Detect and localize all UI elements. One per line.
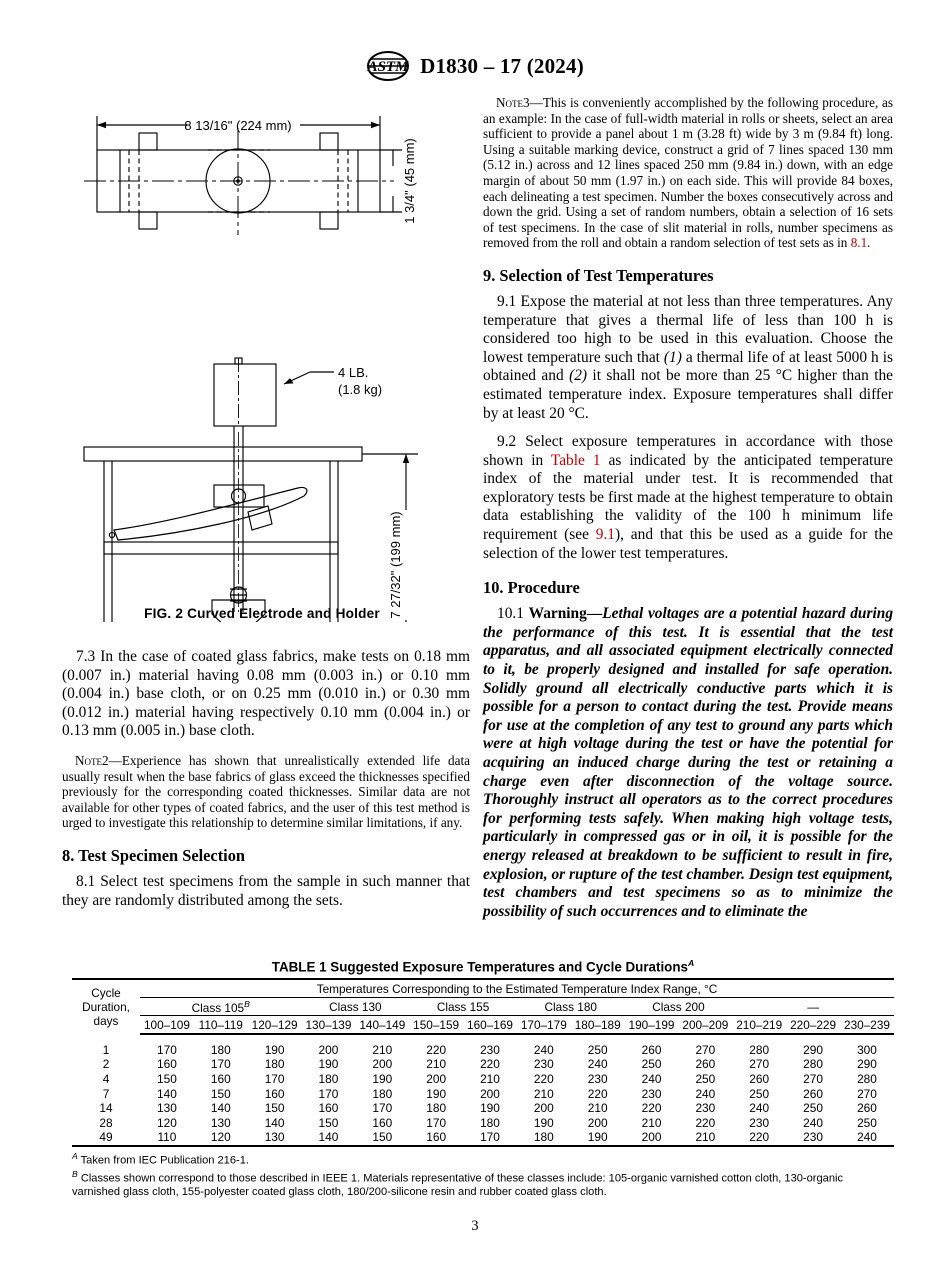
paragraph-9-2-a: 9.2 Select exposure temperatures in accordance with those shown in (483, 433, 893, 469)
temp-cell: 170 (210, 1057, 231, 1072)
temp-cell: 190 (571, 1130, 625, 1146)
footnote-b-text: Classes shown correspond to those described in IEEE 1. Materials representative of these classes include: 105-organic varnished cotton cloth, 130-organic varnished glass cloth, 155-polyester coated glass cloth, 180/200-silicone resin and rubber coated glass cloth. (72, 1172, 844, 1198)
range-header-150-159: 150–159 (409, 1016, 463, 1035)
temp-cell: 220 (587, 1086, 608, 1101)
class-group-105 (140, 998, 302, 1016)
table-row (72, 1072, 894, 1087)
temp-cell: 220 (426, 1042, 447, 1057)
temp-cell: 300 (857, 1042, 877, 1057)
temp-cell: 110 (140, 1130, 194, 1146)
temp-cell: 270 (749, 1057, 770, 1072)
temp-cell: 190 (533, 1115, 554, 1130)
temp-cell: 180 (517, 1130, 571, 1146)
temp-cell: 240 (641, 1071, 662, 1086)
temp-cell: 180 (264, 1057, 285, 1072)
temp-cell: 260 (803, 1086, 823, 1101)
temp-cell: 210 (678, 1130, 732, 1146)
class-group-155: Class 155 (409, 998, 517, 1016)
temp-cell: 230 (533, 1057, 554, 1072)
figure-2-illustration (62, 92, 462, 622)
footnote-a (72, 1150, 894, 1168)
table-title-text: TABLE 1 Suggested Exposure Temperatures and Cycle Durations (271, 959, 688, 975)
paragraph-9-1-c: it shall not be more than 25 °C higher than the estimated temperature index. Exposure temperatures shall differ by at least 20 °C. (483, 367, 893, 422)
temp-cell: 130 (210, 1115, 231, 1130)
paragraph-9-1-b: a thermal life of at least 5000 h is obtained and (483, 348, 893, 385)
range-header-140-149: 140–149 (355, 1016, 409, 1035)
stub-line-2: Duration, (82, 1000, 130, 1015)
temp-cell: 220 (732, 1130, 786, 1146)
range-header-100-109: 100–109 (140, 1016, 194, 1035)
table-row (72, 1086, 894, 1101)
cycle-duration-cell: 49 (72, 1130, 140, 1146)
temp-cell: 200 (480, 1086, 500, 1101)
temp-cell: 210 (587, 1101, 608, 1116)
temp-cell: 160 (264, 1086, 285, 1101)
temp-cell: 160 (210, 1071, 231, 1086)
temp-cell: 210 (426, 1057, 447, 1072)
link-9-1[interactable]: 9.1 (595, 526, 616, 544)
temp-cell: 150 (157, 1071, 177, 1086)
right-text-column (483, 95, 893, 921)
temp-cell: 250 (857, 1115, 877, 1130)
label-weight: 4 LB. (338, 365, 369, 380)
temp-cell: 150 (210, 1086, 231, 1101)
note-2-text: 2—Experience has shown that unrealistically extended life data usually result when the base fabrics of glass exceed the thicknesses specified previously for the corresponding coated thicknesses. Similar data are not available for other types of coated fabrics, and the user of this test method is urged to investigate this relationship to determine similar limitations, if any. (62, 752, 470, 831)
note-2 (62, 753, 470, 831)
paragraph-9-1-a: 9.1 Expose the material at not less than three temperatures. Any temperature that gives a thermal life of less than 100 h is considered too high to be used in this evaluation. Choose the lowest temperature such that (483, 292, 893, 366)
paragraph-7-3: 7.3 In the case of coated glass fabrics, make tests on 0.18 mm (0.007 in.) material having 0.08 mm (0.003 in.) or 0.10 mm (0.004 in.) base cloth, or on 0.25 mm (0.010 in.) or 0.30 mm (0.012 in.) material having respectively 0.10 mm (0.004 in.) or 0.13 mm (0.005 in.) base cloth. (62, 648, 470, 740)
temp-cell: 250 (695, 1071, 716, 1086)
temp-cell: 200 (533, 1101, 554, 1116)
table-header-row-ranges (72, 1016, 894, 1035)
temp-cell: 160 (372, 1115, 393, 1130)
temp-cell: 230 (587, 1071, 608, 1086)
heading-section-8: 8. Test Specimen Selection (62, 845, 246, 865)
table-header-row-classes (72, 998, 894, 1016)
temp-cell: 210 (372, 1042, 393, 1057)
paragraph-8-1: 8.1 Select test specimens from the sample in such manner that they are randomly distributed among the sets. (62, 872, 470, 909)
left-text-column (62, 648, 470, 910)
dimension-bottom-height: 7 27/32" (199 mm) (388, 511, 403, 619)
class-group-none: — (732, 998, 894, 1016)
temp-cell: 200 (318, 1042, 339, 1057)
temp-cell: 250 (641, 1057, 662, 1072)
range-header-200-209: 200–209 (678, 1016, 732, 1035)
range-header-120-129: 120–129 (248, 1016, 302, 1035)
footnote-a-mark: A (72, 1150, 78, 1161)
range-header-180-189: 180–189 (571, 1016, 625, 1035)
temp-cell: 270 (695, 1042, 716, 1057)
temp-cell: 240 (533, 1042, 554, 1057)
temp-cell: 270 (857, 1086, 877, 1101)
temp-cell: 170 (372, 1101, 393, 1116)
range-header-160-169: 160–169 (463, 1016, 517, 1035)
temp-cell: 220 (533, 1071, 554, 1086)
range-header-110-119: 110–119 (194, 1016, 248, 1035)
temp-cell: 170 (463, 1130, 517, 1146)
temp-cell: 240 (803, 1115, 823, 1130)
stub-header-cell (72, 979, 140, 1034)
temp-cell: 170 (426, 1115, 447, 1130)
page-number: 3 (471, 1218, 479, 1234)
heading-section-9: 9. Selection of Test Temperatures (483, 265, 714, 285)
range-header-170-179: 170–179 (517, 1016, 571, 1035)
temp-cell: 280 (749, 1042, 770, 1057)
temp-cell: 250 (587, 1042, 608, 1057)
standard-designation: D1830 – 17 (2024) (420, 53, 584, 78)
table-1-block (72, 958, 894, 1199)
cycle-duration-cell: 1 (102, 1042, 110, 1057)
temp-cell: 150 (318, 1115, 339, 1130)
temp-cell: 170 (318, 1086, 339, 1101)
paragraph-9-2-b: as indicated by the anticipated temperature index of the material under test. It is recommended that exploratory tests be first made at the highest temperature to obtain data establishing the validity of the 100 h minimum life requirement (see (483, 451, 893, 544)
footnote-a-text: Taken from IEC Publication 216-1. (77, 1154, 249, 1167)
class-group-105-label: Class 105 (191, 1000, 245, 1015)
table-row (72, 1034, 894, 1042)
stub-line-3: days (93, 1014, 119, 1029)
temp-cell: 210 (480, 1071, 500, 1086)
temp-cell: 210 (641, 1115, 662, 1130)
temp-cell: 150 (355, 1130, 409, 1146)
temp-cell: 190 (372, 1071, 393, 1086)
temp-cell: 240 (749, 1101, 770, 1116)
cycle-duration-cell: 7 (102, 1086, 110, 1101)
paragraph-9-1 (483, 293, 893, 423)
table-row (72, 1130, 894, 1146)
astm-logo (366, 50, 410, 82)
temp-cell: 140 (157, 1086, 177, 1101)
temp-cell: 170 (157, 1042, 177, 1057)
note-2-label: Note (75, 752, 103, 768)
temp-cell: 240 (587, 1057, 608, 1072)
temp-cell: 220 (695, 1115, 716, 1130)
label-weight-metric: (1.8 kg) (338, 382, 383, 397)
table-row (72, 1115, 894, 1130)
footnote-b (72, 1168, 894, 1200)
table-title (72, 958, 894, 974)
temp-cell: 180 (210, 1042, 231, 1057)
paragraph-9-1-item-2: (2) (569, 367, 588, 385)
table-row (72, 1057, 894, 1072)
temp-cell: 130 (157, 1101, 177, 1116)
temp-cell: 140 (264, 1115, 285, 1130)
cycle-duration-cell: 2 (102, 1057, 110, 1072)
note-3-text-a: 3—This is conveniently accomplished by the following procedure, as an example: In the case of full-width material in rolls or sheets, select an area sufficient to provide a panel about 1 m (3.28 ft) wide by 3 m (9.84 ft) long. Using a suitable marking device, construct a grid of 7 lines spaced 130 mm (5.12 in.) across and 12 lines spaced 250 mm (9.84 in.) down, with an edge margin of about 50 mm (1.97 in.) on each side. This will provide 84 boxes, each delineating a test specimen. Number the boxes consecutively across and down the grid. Using a set of random numbers, obtain a selection of 16 sets of test specimens. In the case of slit material in rolls, number specimens as removed from the roll and obtain a random selection of test sets as in (483, 95, 893, 251)
cycle-duration-cell: 28 (99, 1115, 113, 1130)
paragraph-9-2 (483, 433, 893, 563)
class-group-130: Class 130 (302, 998, 410, 1016)
temp-cell: 190 (480, 1101, 500, 1116)
temp-cell: 200 (372, 1057, 393, 1072)
temp-cell: 170 (264, 1071, 285, 1086)
temp-cell: 280 (803, 1057, 823, 1072)
range-header-230-239: 230–239 (840, 1016, 894, 1035)
temp-cell: 180 (426, 1101, 447, 1116)
temp-cell: 220 (641, 1101, 662, 1116)
class-group-105-footnote-mark: B (244, 999, 250, 1009)
paragraph-10-1-number: 10.1 (497, 605, 529, 623)
temp-cell: 220 (480, 1057, 500, 1072)
temp-cell: 190 (264, 1042, 285, 1057)
temp-cell: 160 (409, 1130, 463, 1146)
note-3-text-b: . (867, 235, 871, 251)
temp-cell: 290 (857, 1057, 877, 1072)
temp-cell: 200 (625, 1130, 679, 1146)
temp-cell: 180 (480, 1115, 500, 1130)
note-3-label: Note (496, 95, 524, 110)
temp-cell: 190 (318, 1057, 339, 1072)
table-row (72, 1042, 894, 1057)
note-3 (483, 95, 893, 251)
temp-cell: 240 (840, 1130, 894, 1146)
temp-cell: 120 (157, 1115, 177, 1130)
temp-cell: 260 (749, 1071, 770, 1086)
dimension-top-width: 8 13/16" (224 mm) (184, 118, 292, 133)
temp-cell: 190 (426, 1086, 447, 1101)
footnote-b-mark: B (72, 1168, 78, 1179)
temp-cell: 160 (318, 1101, 339, 1116)
temp-cell: 180 (318, 1071, 339, 1086)
heading-section-10: 10. Procedure (483, 578, 580, 598)
class-group-200: Class 200 (625, 998, 733, 1016)
paragraph-9-1-item-1: (1) (663, 348, 682, 366)
figure-caption: FIG. 2 Curved Electrode and Holder (144, 606, 380, 621)
paragraph-10-1 (483, 605, 893, 921)
temp-cell: 280 (857, 1071, 877, 1086)
suggested-exposure-temperatures-table (72, 978, 894, 1146)
temp-cell: 250 (749, 1086, 770, 1101)
table-header-row-span (72, 979, 894, 998)
cycle-duration-cell: 4 (102, 1071, 110, 1086)
range-header-130-139: 130–139 (302, 1016, 356, 1035)
temperature-range-span-header: Temperatures Corresponding to the Estimated Temperature Index Range, °C (140, 979, 894, 998)
svg-text:ASTM: ASTM (367, 59, 409, 75)
temp-cell: 240 (695, 1086, 716, 1101)
class-group-180: Class 180 (517, 998, 625, 1016)
range-header-190-199: 190–199 (625, 1016, 679, 1035)
range-header-210-219: 210–219 (732, 1016, 786, 1035)
table-row (72, 1101, 894, 1116)
temp-cell: 140 (302, 1130, 356, 1146)
temp-cell: 270 (803, 1071, 823, 1086)
dimension-top-height: 1 3/4" (45 mm) (402, 138, 417, 224)
temp-cell: 160 (157, 1057, 177, 1072)
temp-cell: 210 (533, 1086, 554, 1101)
temp-cell: 230 (749, 1115, 770, 1130)
temp-cell: 290 (803, 1042, 823, 1057)
warning-label: Warning— (528, 605, 603, 623)
temp-cell: 150 (264, 1101, 285, 1116)
temp-cell: 180 (372, 1086, 393, 1101)
temp-cell: 250 (803, 1101, 823, 1116)
table-title-footnote-mark: A (687, 958, 695, 968)
temp-cell: 260 (641, 1042, 662, 1057)
warning-text: Lethal voltages are a potential hazard during the performance of this test. It is essential that the test apparatus, and all associated equipment electrically connected to it, be properly designed and installed for safe operation. Solidly ground all electrically conductive parts which it is possible for a person to contact during the test. Provide means for use at the completion of any test to ground any parts which were at high voltage during the test or have the potential for acquiring an induced charge during the test or retaining a charge even after disconnection of the voltage source. Thoroughly instruct all operators as to the correct procedures for performing tests safely. When making high voltage tests, particularly in compressed gas or in oil, it is possible for the energy released at breakdown to be sufficient to result in fire, explosion, or rupture of the test chamber. Design test equipment, test chambers and test specimens so as to minimize the possibility of such occurrences and to eliminate the (483, 605, 894, 920)
page-header (0, 50, 950, 87)
temp-cell: 200 (587, 1115, 608, 1130)
paragraph-9-2-c: ), and that this be used as a guide for the selection of the lower test temperatures. (483, 526, 893, 562)
temp-cell: 260 (695, 1057, 716, 1072)
temp-cell: 260 (857, 1101, 877, 1116)
temp-cell: 230 (786, 1130, 840, 1146)
temp-cell: 140 (210, 1101, 231, 1116)
temp-cell: 120 (194, 1130, 248, 1146)
temp-cell: 130 (248, 1130, 302, 1146)
cycle-duration-cell: 14 (99, 1101, 113, 1116)
stub-line-1: Cycle (91, 986, 121, 1001)
link-8-1[interactable]: 8.1 (850, 235, 868, 251)
table-footnotes (72, 1150, 894, 1200)
range-header-220-229: 220–229 (786, 1016, 840, 1035)
temp-cell: 230 (480, 1042, 500, 1057)
temp-cell: 230 (641, 1086, 662, 1101)
temp-cell: 200 (426, 1071, 447, 1086)
link-table-1[interactable]: Table 1 (550, 451, 601, 469)
temp-cell: 230 (695, 1101, 716, 1116)
